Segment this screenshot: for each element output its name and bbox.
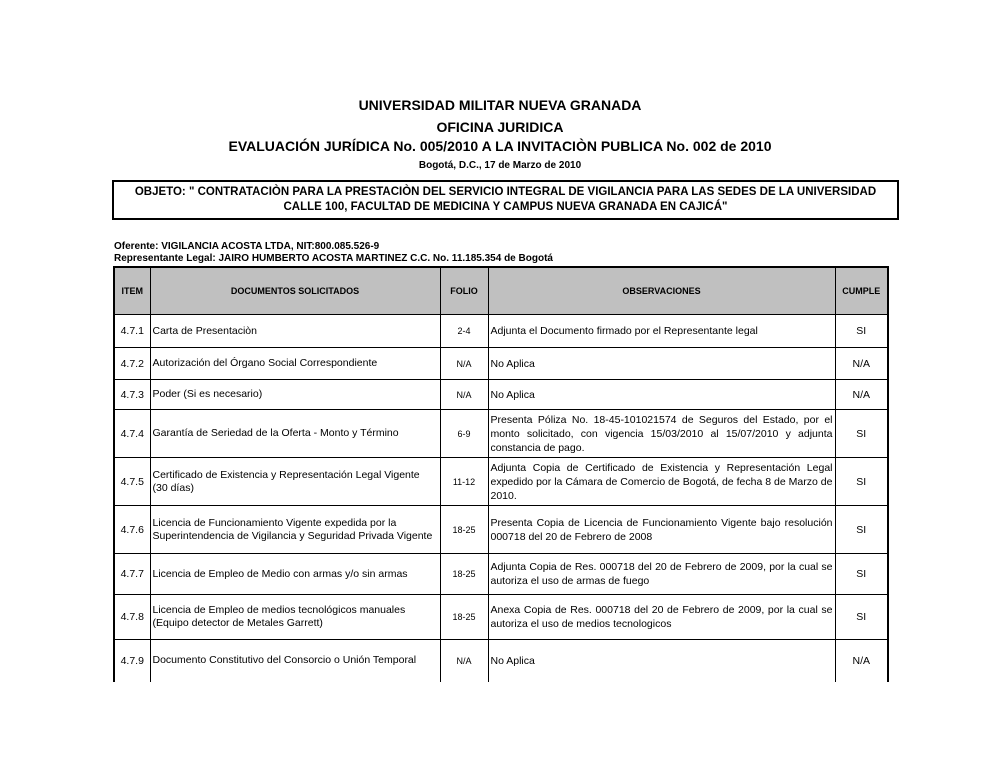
table-row <box>114 348 888 380</box>
cell-item: 4.7.8 <box>114 595 150 640</box>
cell-documento: Documento Constitutivo del Consorcio o Unión Temporal <box>150 640 440 682</box>
cell-folio: 18-25 <box>440 554 488 595</box>
cell-folio: N/A <box>440 380 488 410</box>
header-folio: FOLIO <box>440 267 488 315</box>
table-row <box>114 410 888 458</box>
cell-observacion: Adjunta Copia de Res. 000718 del 20 de Febrero de 2009, por la cual se autoriza el uso de armas de fuego <box>488 554 835 595</box>
cell-cumple: SI <box>835 595 888 640</box>
cell-folio: N/A <box>440 348 488 380</box>
cell-documento: Licencia de Funcionamiento Vigente expedida por la Superintendencia de Vigilancia y Seguridad Privada Vigente <box>150 506 440 554</box>
cell-cumple: N/A <box>835 380 888 410</box>
table-header-row <box>114 267 888 315</box>
cell-cumple: SI <box>835 315 888 348</box>
cell-cumple: SI <box>835 458 888 506</box>
table-row <box>114 380 888 410</box>
cell-item: 4.7.4 <box>114 410 150 458</box>
cell-cumple: N/A <box>835 640 888 682</box>
cell-observacion: No Aplica <box>488 348 835 380</box>
cell-observacion: No Aplica <box>488 380 835 410</box>
cell-item: 4.7.2 <box>114 348 150 380</box>
cell-folio: 6-9 <box>440 410 488 458</box>
cell-documento: Poder (Si es necesario) <box>150 380 440 410</box>
cell-folio: 18-25 <box>440 595 488 640</box>
header-documentos: DOCUMENTOS SOLICITADOS <box>150 267 440 315</box>
evaluation-table <box>113 266 889 682</box>
representante-line: Representante Legal: JAIRO HUMBERTO ACOSTA MARTINEZ C.C. No. 11.185.354 de Bogotá <box>114 253 553 264</box>
header-cumple: CUMPLE <box>835 267 888 315</box>
header-item: ITEM <box>114 267 150 315</box>
university-title: UNIVERSIDAD MILITAR NUEVA GRANADA <box>358 97 642 113</box>
cell-observacion: Presenta Póliza No. 18-45-101021574 de Seguros del Estado, por el monto solicitado, con vigencia 15/03/2010 al 15/07/2010 y adjunta constancia de pago. <box>488 410 835 458</box>
cell-item: 4.7.7 <box>114 554 150 595</box>
objeto-box <box>112 180 899 220</box>
cell-documento: Licencia de Empleo de medios tecnológicos manuales (Equipo detector de Metales Garrett) <box>150 595 440 640</box>
cell-folio: N/A <box>440 640 488 682</box>
cell-documento: Licencia de Empleo de Medio con armas y/o sin armas <box>150 554 440 595</box>
cell-cumple: SI <box>835 554 888 595</box>
table-row <box>114 554 888 595</box>
evaluation-title: EVALUACIÓN JURÍDICA No. 005/2010 A LA INVITACIÒN PUBLICA No. 002 de 2010 <box>228 138 772 154</box>
cell-item: 4.7.9 <box>114 640 150 682</box>
cell-observacion: Anexa Copia de Res. 000718 del 20 de Febrero de 2009, por la cual se autoriza el uso de medios tecnologicos <box>488 595 835 640</box>
cell-folio: 18-25 <box>440 506 488 554</box>
table-row <box>114 458 888 506</box>
document-date: Bogotá, D.C., 17 de Marzo de 2010 <box>418 160 582 171</box>
objeto-text: OBJETO: " CONTRATACIÒN PARA LA PRESTACIÒN DEL SERVICIO INTEGRAL DE VIGILANCIA PARA LAS SEDES DE LA UNIVERSIDAD CALLE 100, FACULTAD DE MEDICINA Y CAMPUS NUEVA GRANADA EN CAJICÁ" <box>134 186 877 213</box>
cell-documento: Certificado de Existencia y Representación Legal Vigente (30 días) <box>150 458 440 506</box>
cell-item: 4.7.1 <box>114 315 150 348</box>
cell-documento: Autorización del Órgano Social Correspondiente <box>150 348 440 380</box>
cell-documento: Carta de Presentaciòn <box>150 315 440 348</box>
oferente-line: Oferente: VIGILANCIA ACOSTA LTDA, NIT:800.085.526-9 <box>114 241 380 252</box>
cell-documento: Garantía de Seriedad de la Oferta - Monto y Término <box>150 410 440 458</box>
cell-cumple: N/A <box>835 348 888 380</box>
cell-observacion: Adjunta Copia de Certificado de Existencia y Representación Legal expedido por la Cámara de Comercio de Bogotá, de fecha 8 de Marzo de 2010. <box>488 458 835 506</box>
cell-item: 4.7.3 <box>114 380 150 410</box>
header-observaciones: OBSERVACIONES <box>488 267 835 315</box>
cell-observacion: Presenta Copia de Licencia de Funcionamiento Vigente bajo resolución 000718 del 20 de Febrero de 2008 <box>488 506 835 554</box>
table-row <box>114 595 888 640</box>
cell-cumple: SI <box>835 410 888 458</box>
cell-folio: 11-12 <box>440 458 488 506</box>
office-title: OFICINA JURIDICA <box>436 119 564 135</box>
cell-item: 4.7.6 <box>114 506 150 554</box>
table-row <box>114 640 888 682</box>
cell-item: 4.7.5 <box>114 458 150 506</box>
cell-observacion: No Aplica <box>488 640 835 682</box>
table-row <box>114 315 888 348</box>
cell-cumple: SI <box>835 506 888 554</box>
cell-folio: 2-4 <box>440 315 488 348</box>
cell-observacion: Adjunta el Documento firmado por el Representante legal <box>488 315 835 348</box>
table-row <box>114 506 888 554</box>
